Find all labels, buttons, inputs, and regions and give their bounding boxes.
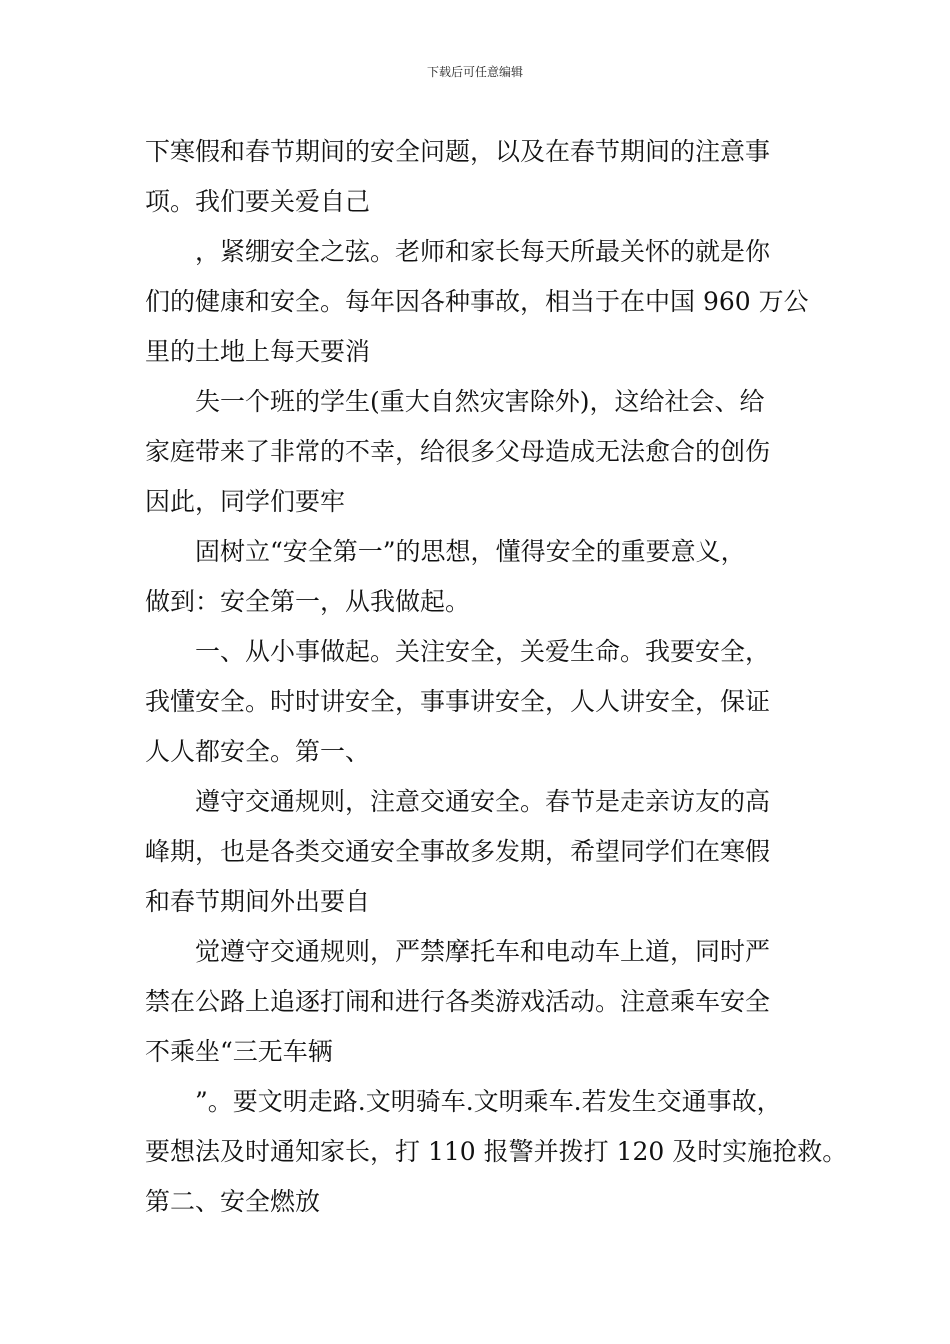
text-line: 里的土地上每天要消 [145, 337, 371, 366]
text-line: 不乘坐“三无车辆 [145, 1037, 333, 1066]
paragraph-2 [145, 227, 825, 377]
text-line: 觉遵守交通规则，严禁摩托车和电动车上道，同时严 [195, 937, 771, 966]
page-header: 下载后可任意编辑 [426, 65, 523, 79]
text-line: 一、从小事做起。关注安全，关爱生命。我要安全， [195, 637, 771, 666]
paragraph-3 [145, 377, 825, 527]
text-line: 做到：安全第一，从我做起。 [145, 587, 471, 616]
text-line: 们的健康和安全。每年因各种事故，相当于在中国 960 万公 [145, 287, 809, 316]
text-line: 禁在公路上追逐打闹和进行各类游戏活动。注意乘车安全 [145, 987, 771, 1016]
text-line: 下寒假和春节期间的安全问题，以及在春节期间的注意事 [145, 137, 771, 166]
text-line: 固树立“安全第一”的思想，懂得安全的重要意义， [195, 537, 746, 566]
text-line: 我懂安全。时时讲安全，事事讲安全，人人讲安全，保证 [145, 687, 771, 716]
text-line: 家庭带来了非常的不幸，给很多父母造成无法愈合的创伤 [145, 437, 771, 466]
text-line: 要想法及时通知家长，打 110 报警并拨打 120 及时实施抢救。 [145, 1137, 848, 1166]
text-line: 遵守交通规则，注意交通安全。春节是走亲访友的高 [195, 787, 771, 816]
text-line: 因此，同学们要牢 [145, 487, 346, 516]
text-line: ，紧绷安全之弦。老师和家长每天所最关怀的就是你 [195, 237, 771, 266]
text-line: 人人都安全。第一、 [145, 737, 371, 766]
paragraph-6 [145, 777, 825, 927]
text-line: 峰期，也是各类交通安全事故多发期，希望同学们在寒假 [145, 837, 771, 866]
text-line: 和春节期间外出要自 [145, 887, 371, 916]
paragraph-4 [145, 527, 825, 627]
text-line: 第二、安全燃放 [145, 1187, 321, 1216]
text-line: 失一个班的学生(重大自然灾害除外)，这给社会、给 [195, 387, 765, 416]
text-line: 项。我们要关爱自己 [145, 187, 371, 216]
paragraph-1 [145, 127, 825, 227]
paragraph-5 [145, 627, 825, 777]
document-body [145, 127, 848, 1227]
text-line: ”。要文明走路.文明骑车.文明乘车.若发生交通事故， [195, 1087, 782, 1116]
paragraph-8 [145, 1077, 848, 1227]
paragraph-7 [145, 927, 825, 1077]
